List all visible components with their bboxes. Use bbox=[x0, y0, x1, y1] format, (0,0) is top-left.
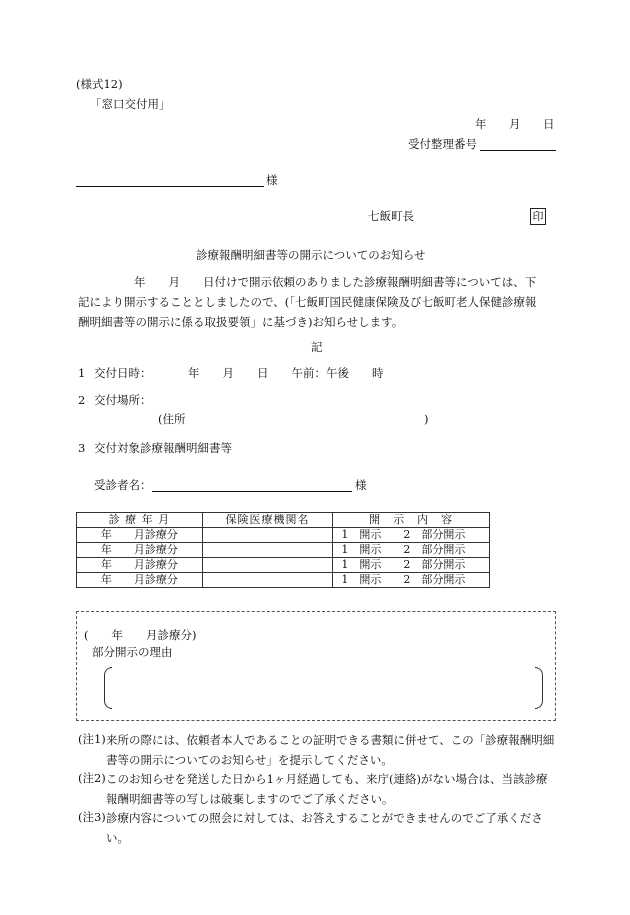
item2-label: 交付場所： bbox=[94, 393, 152, 407]
header-institution: 保険医療機関名 bbox=[202, 513, 333, 528]
note3-label: (注3) bbox=[78, 810, 106, 824]
note3-text: 診療内容についての照会に対しては、お答えすることができませんのでご了承ください。 bbox=[106, 811, 543, 845]
item1-number: 1 bbox=[78, 366, 86, 380]
item3-number: 3 bbox=[78, 441, 86, 455]
row-period: 年 月診療分 bbox=[77, 528, 203, 543]
reason-open-bracket bbox=[104, 667, 112, 709]
detail-table bbox=[76, 512, 490, 588]
row-period: 年 月診療分 bbox=[77, 558, 203, 573]
window-copy-label: 「窓口交付用」 bbox=[90, 97, 171, 111]
table-row bbox=[77, 543, 490, 558]
note2-label: (注2) bbox=[78, 771, 106, 785]
body-line-3: 酬明細書等の開示に係る取扱要領」に基づき)お知らせします。 bbox=[78, 315, 404, 329]
issuer-name: 七飯町長 bbox=[368, 209, 414, 223]
date-day: 日 bbox=[543, 117, 555, 131]
body-line-2: 記により開示することとしましたので、(「七飯町国民健康保険及び七飯町老人保健診療報 bbox=[78, 295, 537, 309]
form-number: (様式12) bbox=[76, 77, 123, 91]
table-header-row bbox=[77, 513, 490, 528]
note1-label: (注1) bbox=[78, 732, 106, 746]
seal-mark: 印 bbox=[530, 208, 546, 225]
reason-close-bracket bbox=[535, 667, 543, 709]
item2-number: 2 bbox=[78, 393, 86, 407]
partial-reason-label: 部分開示の理由 bbox=[92, 645, 173, 659]
item2-address-open: (住所 bbox=[158, 412, 186, 426]
row-disclosure: 1 開示 2 部分開示 bbox=[333, 528, 490, 543]
item1-label: 交付日時： bbox=[94, 366, 152, 380]
note1-text: 来所の際には、依頼者本人であることの証明できる書類に併せて、この「診療報酬明細書等の開示についてのお知らせ」を提示してください。 bbox=[106, 733, 555, 767]
item1-values: 年 月 日 午前：午後 時 bbox=[188, 366, 384, 380]
item3-label: 交付対象診療報酬明細書等 bbox=[94, 441, 232, 455]
patient-name-label: 受診者名： bbox=[94, 478, 152, 492]
patient-name-suffix: 様 bbox=[355, 478, 367, 492]
receipt-number-line bbox=[480, 150, 556, 151]
partial-period-line: ( 年 月診療分) bbox=[84, 628, 197, 642]
row-institution bbox=[202, 528, 333, 543]
body-line-1: 年 月 日付けで開示依頼のありました診療報酬明細書等については、下 bbox=[134, 275, 537, 289]
date-year: 年 bbox=[475, 117, 487, 131]
row-institution bbox=[202, 558, 333, 573]
item2-address-close: ) bbox=[424, 412, 429, 426]
header-disclosure: 開 示 内 容 bbox=[333, 513, 490, 528]
date-month: 月 bbox=[509, 117, 521, 131]
patient-name-line bbox=[152, 491, 352, 492]
notice-title: 診療報酬明細書等の開示についてのお知らせ bbox=[196, 248, 426, 262]
table-row bbox=[77, 558, 490, 573]
recipient-honorific: 様 bbox=[266, 173, 278, 187]
row-institution bbox=[202, 543, 333, 558]
table-row bbox=[77, 573, 490, 588]
row-period: 年 月診療分 bbox=[77, 573, 203, 588]
row-disclosure: 1 開示 2 部分開示 bbox=[333, 573, 490, 588]
recipient-name-line bbox=[76, 186, 264, 187]
row-disclosure: 1 開示 2 部分開示 bbox=[333, 543, 490, 558]
ki-heading: 記 bbox=[311, 340, 323, 354]
row-period: 年 月診療分 bbox=[77, 543, 203, 558]
row-disclosure: 1 開示 2 部分開示 bbox=[333, 558, 490, 573]
row-institution bbox=[202, 573, 333, 588]
table-row bbox=[77, 528, 490, 543]
receipt-number-label: 受付整理番号 bbox=[408, 137, 477, 151]
note2-text: このお知らせを発送した日から1ヶ月経過しても、来庁(連絡)がない場合は、当該診療報酬明細書等の写しは破棄しますのでご了承ください。 bbox=[106, 772, 548, 806]
header-period: 診 療 年 月 bbox=[77, 513, 203, 528]
